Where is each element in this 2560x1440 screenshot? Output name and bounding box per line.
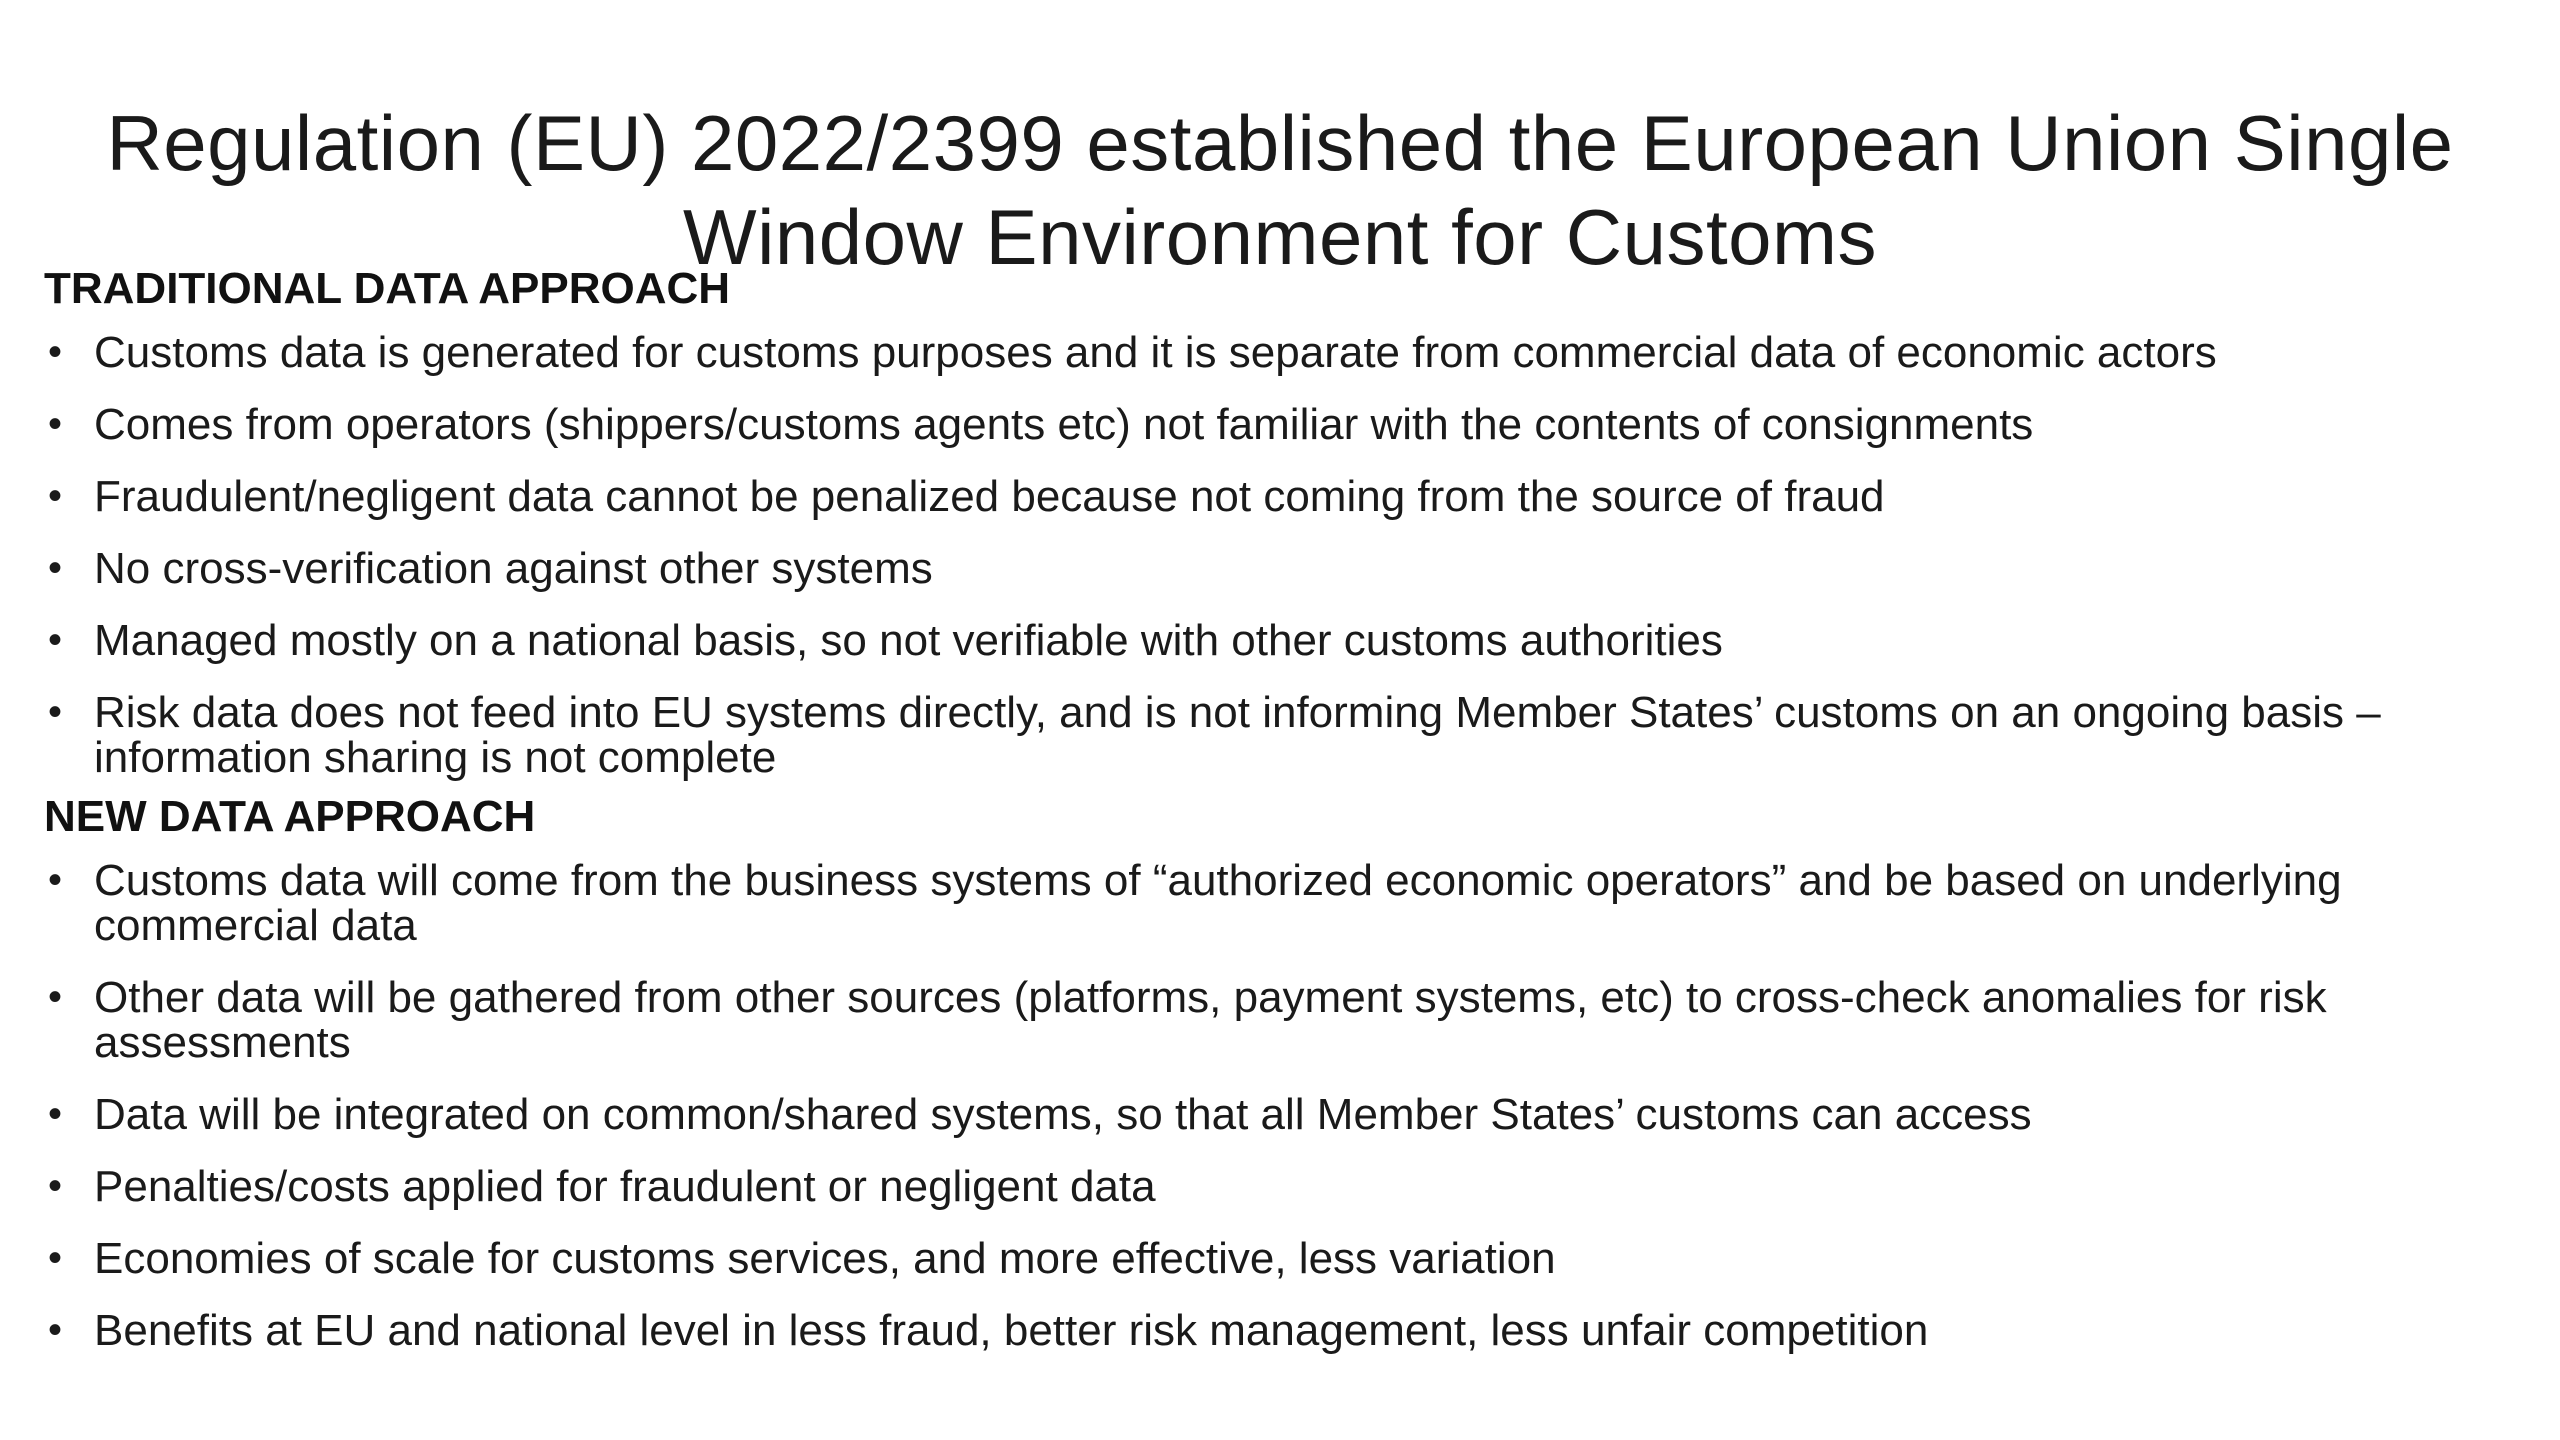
bullet-text: Customs data is generated for customs purposes and it is separate from commercial data of economic actors <box>94 328 2217 377</box>
bullet-dot: • <box>48 1164 63 1208</box>
bullet-dot: • <box>48 618 63 662</box>
bullet-item <box>44 1092 2524 1137</box>
bullet-dot: • <box>48 1308 63 1352</box>
bullet-item <box>44 1308 2524 1353</box>
bullet-dot: • <box>48 402 63 446</box>
bullet-dot: • <box>48 858 63 902</box>
bullet-item <box>44 1164 2524 1209</box>
bullet-dot: • <box>48 1092 63 1136</box>
bullet-text: Data will be integrated on common/shared systems, so that all Member States’ customs can access <box>94 1090 2032 1139</box>
bullet-dot: • <box>48 546 63 590</box>
bullet-dot: • <box>48 975 63 1019</box>
bullet-item <box>44 1236 2524 1281</box>
section-heading-traditional: TRADITIONAL DATA APPROACH <box>44 264 731 313</box>
bullet-text: No cross-verification against other systems <box>94 544 933 593</box>
bullet-text: Risk data does not feed into EU systems directly, and is not informing Member States’ customs on an ongoing basis – information sharing is not complete <box>94 688 2381 782</box>
bullet-text: Other data will be gathered from other sources (platforms, payment systems, etc) to cross-check anomalies for risk assessments <box>94 973 2327 1067</box>
bullet-dot: • <box>48 474 63 518</box>
bullet-item <box>44 330 2524 375</box>
bullet-text: Economies of scale for customs services, and more effective, less variation <box>94 1234 1556 1283</box>
slide-title-line-1: Regulation (EU) 2022/2399 established the European Union Single <box>106 99 2454 188</box>
bullet-text: Fraudulent/negligent data cannot be penalized because not coming from the source of fraud <box>94 472 1885 521</box>
bullet-list-new <box>44 858 2524 1353</box>
bullet-item <box>44 474 2524 519</box>
slide-title-line-2: Window Environment for Customs <box>682 193 1878 282</box>
bullet-item <box>44 546 2524 591</box>
bullet-item <box>44 858 2524 948</box>
bullet-item <box>44 690 2524 780</box>
bullet-dot: • <box>48 690 63 734</box>
bullet-item <box>44 402 2524 447</box>
bullet-list-traditional <box>44 330 2524 780</box>
section-heading-new: NEW DATA APPROACH <box>44 792 536 841</box>
bullet-text: Penalties/costs applied for fraudulent or negligent data <box>94 1162 1156 1211</box>
bullet-text: Benefits at EU and national level in less fraud, better risk management, less unfair competition <box>94 1306 1929 1355</box>
bullet-text: Managed mostly on a national basis, so not verifiable with other customs authorities <box>94 616 1723 665</box>
bullet-dot: • <box>48 1236 63 1280</box>
slide-title <box>80 96 2480 284</box>
bullet-dot: • <box>48 330 63 374</box>
slide-body <box>44 262 2524 1353</box>
bullet-item <box>44 975 2524 1065</box>
bullet-item <box>44 618 2524 663</box>
bullet-text: Comes from operators (shippers/customs agents etc) not familiar with the contents of consignments <box>94 400 2034 449</box>
bullet-text: Customs data will come from the business systems of “authorized economic operators” and be based on underlying commercial data <box>94 856 2342 950</box>
